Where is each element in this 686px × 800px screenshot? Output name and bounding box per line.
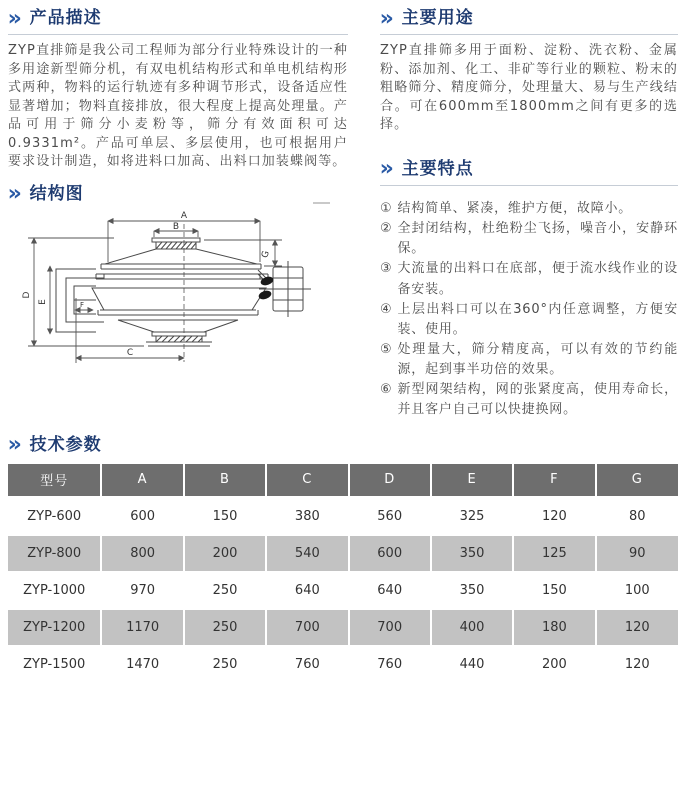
feature-number: ③ <box>380 261 393 277</box>
right-column <box>379 5 678 421</box>
value-cell: 200 <box>513 646 595 682</box>
feature-text: 上层出料口可以在360°内任意调整，方便安装、使用。 <box>397 301 678 337</box>
structure-title: 结构图 <box>29 183 84 204</box>
value-cell: 150 <box>513 572 595 609</box>
feature-item <box>380 199 678 219</box>
value-cell: 970 <box>101 572 183 609</box>
section-header-main-uses <box>379 5 678 30</box>
table-row <box>8 572 678 609</box>
dim-label-g: G <box>260 249 272 260</box>
scan-artifact-dash <box>313 202 330 204</box>
value-cell: 700 <box>349 609 431 646</box>
table-header-cell: B <box>184 464 266 498</box>
value-cell: 600 <box>349 535 431 572</box>
section-header-product-description <box>7 5 348 30</box>
table-row <box>8 646 678 682</box>
dim-label-e: E <box>38 299 48 305</box>
value-cell: 1170 <box>101 609 183 646</box>
value-cell: 350 <box>431 572 513 609</box>
table-header-cell: E <box>431 464 513 498</box>
table-header-cell: 型号 <box>8 464 101 498</box>
value-cell: 560 <box>349 497 431 535</box>
product-description-text: ZYP直排筛是我公司工程师为部分行业特殊设计的一种多用途新型筛分机，有双电机结构形式和单电机结构形式两种，物料的运行轨迹有多种调节形式，设备适应性显著增加；物料直接排放，很大程度上提高处理量。产品可用于筛分小麦粉等，筛分有效面积可达0.9331m²。产品可单层、多层使用，也可根据用户要求设计制造，如将进料口加高、出料口加装蝶阀等。 <box>8 43 348 170</box>
value-cell: 600 <box>101 497 183 535</box>
section-header-tech-params <box>7 432 678 457</box>
two-column-area <box>7 5 678 421</box>
dim-label-a: A <box>180 210 188 221</box>
feature-text: 新型网架结构，网的张紧度高，使用寿命长，并且客户自己可以快捷换网。 <box>397 382 678 418</box>
dim-label-b: B <box>172 221 180 232</box>
feature-number: ② <box>380 221 393 237</box>
table-row <box>8 497 678 535</box>
value-cell: 325 <box>431 497 513 535</box>
table-body <box>8 497 678 682</box>
dim-label-c: C <box>126 347 134 358</box>
value-cell: 100 <box>596 572 678 609</box>
tech-params-table <box>8 464 678 682</box>
feature-item <box>380 300 678 340</box>
value-cell: 90 <box>596 535 678 572</box>
table-header-cell: C <box>266 464 348 498</box>
left-column <box>7 5 348 378</box>
double-chevron-icon: » <box>379 5 395 30</box>
table-row <box>8 609 678 646</box>
section-header-structure <box>7 181 348 206</box>
main-features-title: 主要特点 <box>401 158 474 179</box>
feature-number: ① <box>380 201 393 217</box>
structure-diagram <box>8 210 348 378</box>
value-cell: 700 <box>266 609 348 646</box>
divider <box>380 34 678 35</box>
dim-label-f: F <box>79 300 85 309</box>
table-header-cell: G <box>596 464 678 498</box>
main-uses-text: ZYP直排筛多用于面粉、淀粉、洗衣粉、金属粉、添加剂、化工、非矿等行业的颗粒、粉末的粗略筛分、精度筛分，处理量大、易与生产线结合。可在600mm至1800mm之间有更多的选择。 <box>380 43 678 133</box>
dim-label-d: D <box>22 291 32 299</box>
value-cell: 120 <box>513 497 595 535</box>
value-cell: 80 <box>596 497 678 535</box>
section-main-uses <box>379 5 678 135</box>
double-chevron-icon: » <box>7 432 23 457</box>
section-product-description <box>7 5 348 172</box>
tech-params-title: 技术参数 <box>29 434 102 455</box>
value-cell: 640 <box>266 572 348 609</box>
model-cell: ZYP-1000 <box>8 572 101 609</box>
product-description-title: 产品描述 <box>29 8 102 28</box>
section-header-main-features <box>379 156 678 181</box>
value-cell: 640 <box>349 572 431 609</box>
double-chevron-icon: » <box>7 181 23 206</box>
value-cell: 760 <box>349 646 431 682</box>
double-chevron-icon: » <box>379 156 395 181</box>
features-list <box>380 199 678 421</box>
feature-text: 全封闭结构，杜绝粉尘飞扬，噪音小，安静环保。 <box>397 221 678 257</box>
feature-text: 结构简单、紧凑，维护方便，故障小。 <box>397 201 633 217</box>
section-main-features <box>379 156 678 421</box>
value-cell: 400 <box>431 609 513 646</box>
model-cell: ZYP-600 <box>8 497 101 535</box>
value-cell: 125 <box>513 535 595 572</box>
divider <box>8 34 348 35</box>
feature-number: ⑥ <box>380 382 393 398</box>
value-cell: 180 <box>513 609 595 646</box>
value-cell: 760 <box>266 646 348 682</box>
value-cell: 250 <box>184 609 266 646</box>
value-cell: 250 <box>184 646 266 682</box>
feature-number: ④ <box>380 301 393 317</box>
value-cell: 440 <box>431 646 513 682</box>
feature-item <box>380 219 678 259</box>
feature-item <box>380 259 678 299</box>
value-cell: 350 <box>431 535 513 572</box>
table-header-row <box>8 464 678 498</box>
table-row <box>8 535 678 572</box>
structure-diagram-svg <box>8 210 346 378</box>
value-cell: 800 <box>101 535 183 572</box>
model-cell: ZYP-1200 <box>8 609 101 646</box>
section-tech-params <box>7 432 678 682</box>
value-cell: 150 <box>184 497 266 535</box>
feature-text: 大流量的出料口在底部，便于流水线作业的设备安装。 <box>397 261 678 297</box>
section-structure-diagram <box>7 181 348 378</box>
table-header-cell: F <box>513 464 595 498</box>
feature-text: 处理量大，筛分精度高，可以有效的节约能源，起到事半功倍的效果。 <box>397 342 678 378</box>
value-cell: 380 <box>266 497 348 535</box>
table-header-cell: A <box>101 464 183 498</box>
value-cell: 1470 <box>101 646 183 682</box>
value-cell: 200 <box>184 535 266 572</box>
main-uses-title: 主要用途 <box>401 8 474 28</box>
double-chevron-icon: » <box>7 5 23 30</box>
value-cell: 540 <box>266 535 348 572</box>
divider <box>380 185 678 186</box>
value-cell: 120 <box>596 646 678 682</box>
table-header-cell: D <box>349 464 431 498</box>
value-cell: 250 <box>184 572 266 609</box>
feature-number: ⑤ <box>380 342 393 358</box>
dimension-labels <box>22 211 272 358</box>
feature-item <box>380 340 678 380</box>
model-cell: ZYP-1500 <box>8 646 101 682</box>
model-cell: ZYP-800 <box>8 535 101 572</box>
feature-item <box>380 380 678 420</box>
value-cell: 120 <box>596 609 678 646</box>
